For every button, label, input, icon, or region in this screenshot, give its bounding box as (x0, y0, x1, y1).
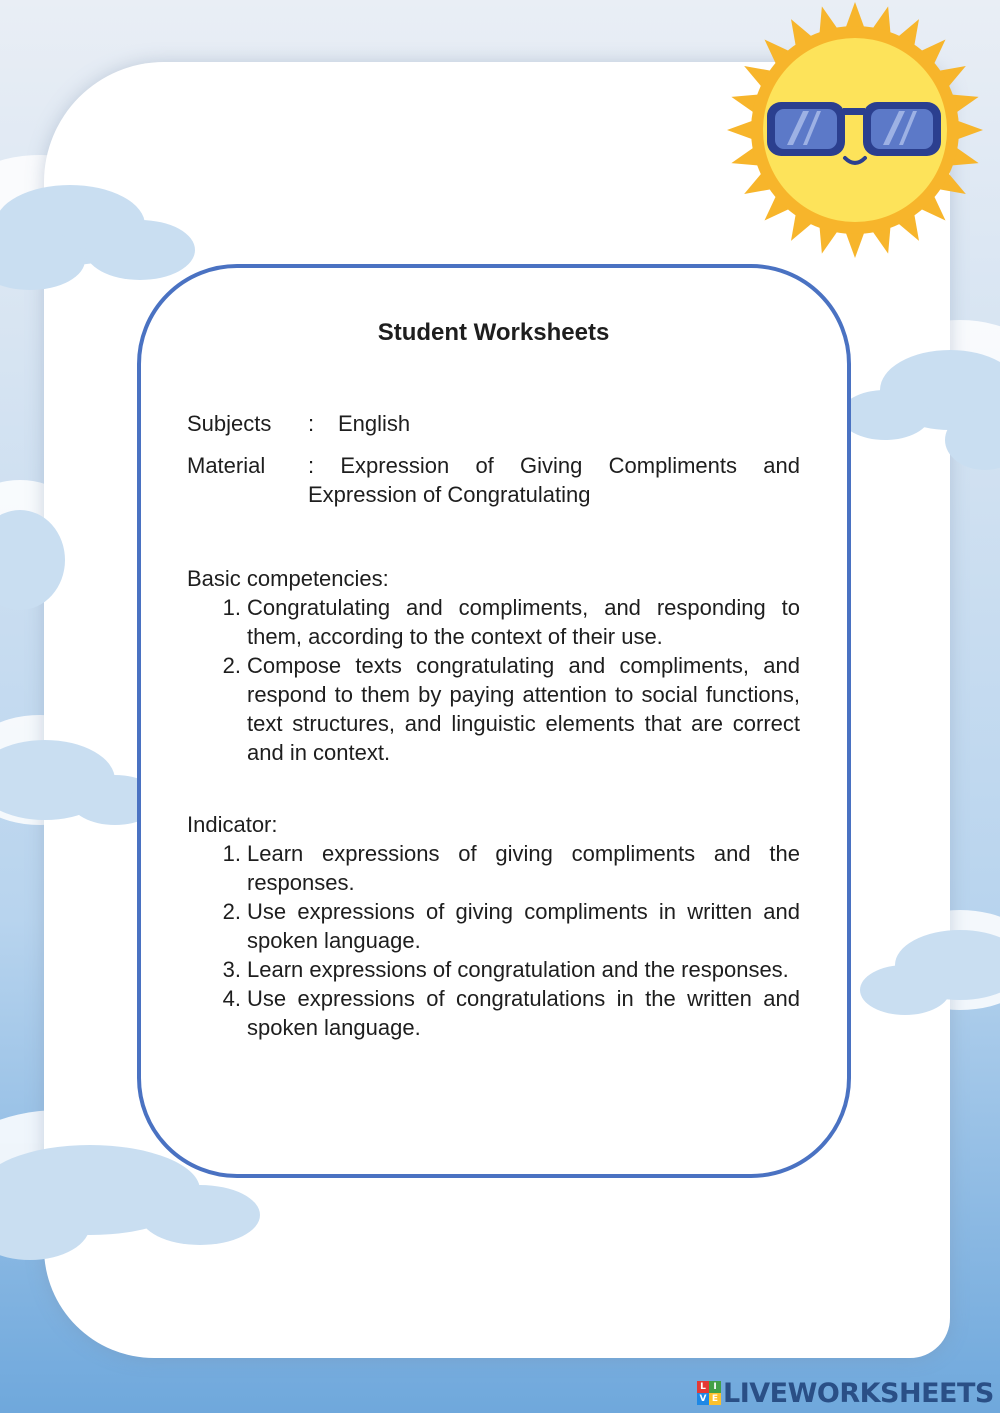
list-item (187, 839, 800, 897)
worksheet-content (187, 318, 800, 1042)
list-text: Use expressions of congratulations in the written and spoken language. (247, 986, 800, 1040)
list-number: 1. (222, 841, 241, 866)
material-value-line1 (308, 451, 800, 480)
material-colon: : (308, 453, 315, 478)
watermark-text: LIVEWORKSHEETS (723, 1377, 994, 1409)
page-title: Student Worksheets (377, 319, 610, 346)
subjects-label: Subjects (187, 411, 272, 436)
list-item (187, 955, 800, 984)
list-item (187, 984, 800, 1042)
subjects-row (187, 409, 800, 438)
material-value-line2: Expression of Congratulating (308, 482, 591, 507)
basic-competencies-heading: Basic competencies: (187, 566, 389, 591)
liveworksheets-watermark[interactable] (697, 1376, 994, 1410)
basic-competencies-list (187, 593, 800, 767)
list-text: Learn expressions of congratulation and the responses. (247, 957, 789, 982)
list-item (187, 651, 800, 767)
list-text: Learn expressions of giving compliments and the responses. (247, 841, 800, 895)
list-number: 3. (222, 957, 241, 982)
material-word: and (763, 453, 800, 478)
indicator-heading: Indicator: (187, 812, 278, 837)
list-text: Congratulating and compliments, and responding to them, according to the context of their use. (247, 595, 800, 649)
material-word: Expression (340, 453, 450, 478)
liveworksheets-logo-icon: L I V E (697, 1381, 721, 1405)
subjects-colon: : (308, 411, 315, 436)
list-number: 2. (222, 899, 241, 924)
material-word: Giving (520, 453, 583, 478)
list-number: 1. (222, 595, 241, 620)
material-label: Material (187, 453, 266, 478)
list-item (187, 897, 800, 955)
list-number: 2. (222, 653, 241, 678)
subjects-value: English (338, 411, 411, 436)
indicator-list (187, 839, 800, 1042)
list-item (187, 593, 800, 651)
list-text: Compose texts congratulating and compliments, and respond to them by paying attention to social functions, text structures, and linguistic elements that are correct and in context. (247, 653, 800, 765)
list-text: Use expressions of giving compliments in written and spoken language. (247, 899, 800, 953)
material-row (187, 451, 800, 509)
list-number: 4. (222, 986, 241, 1011)
material-word: Compliments (608, 453, 737, 478)
material-word: of (475, 453, 494, 478)
